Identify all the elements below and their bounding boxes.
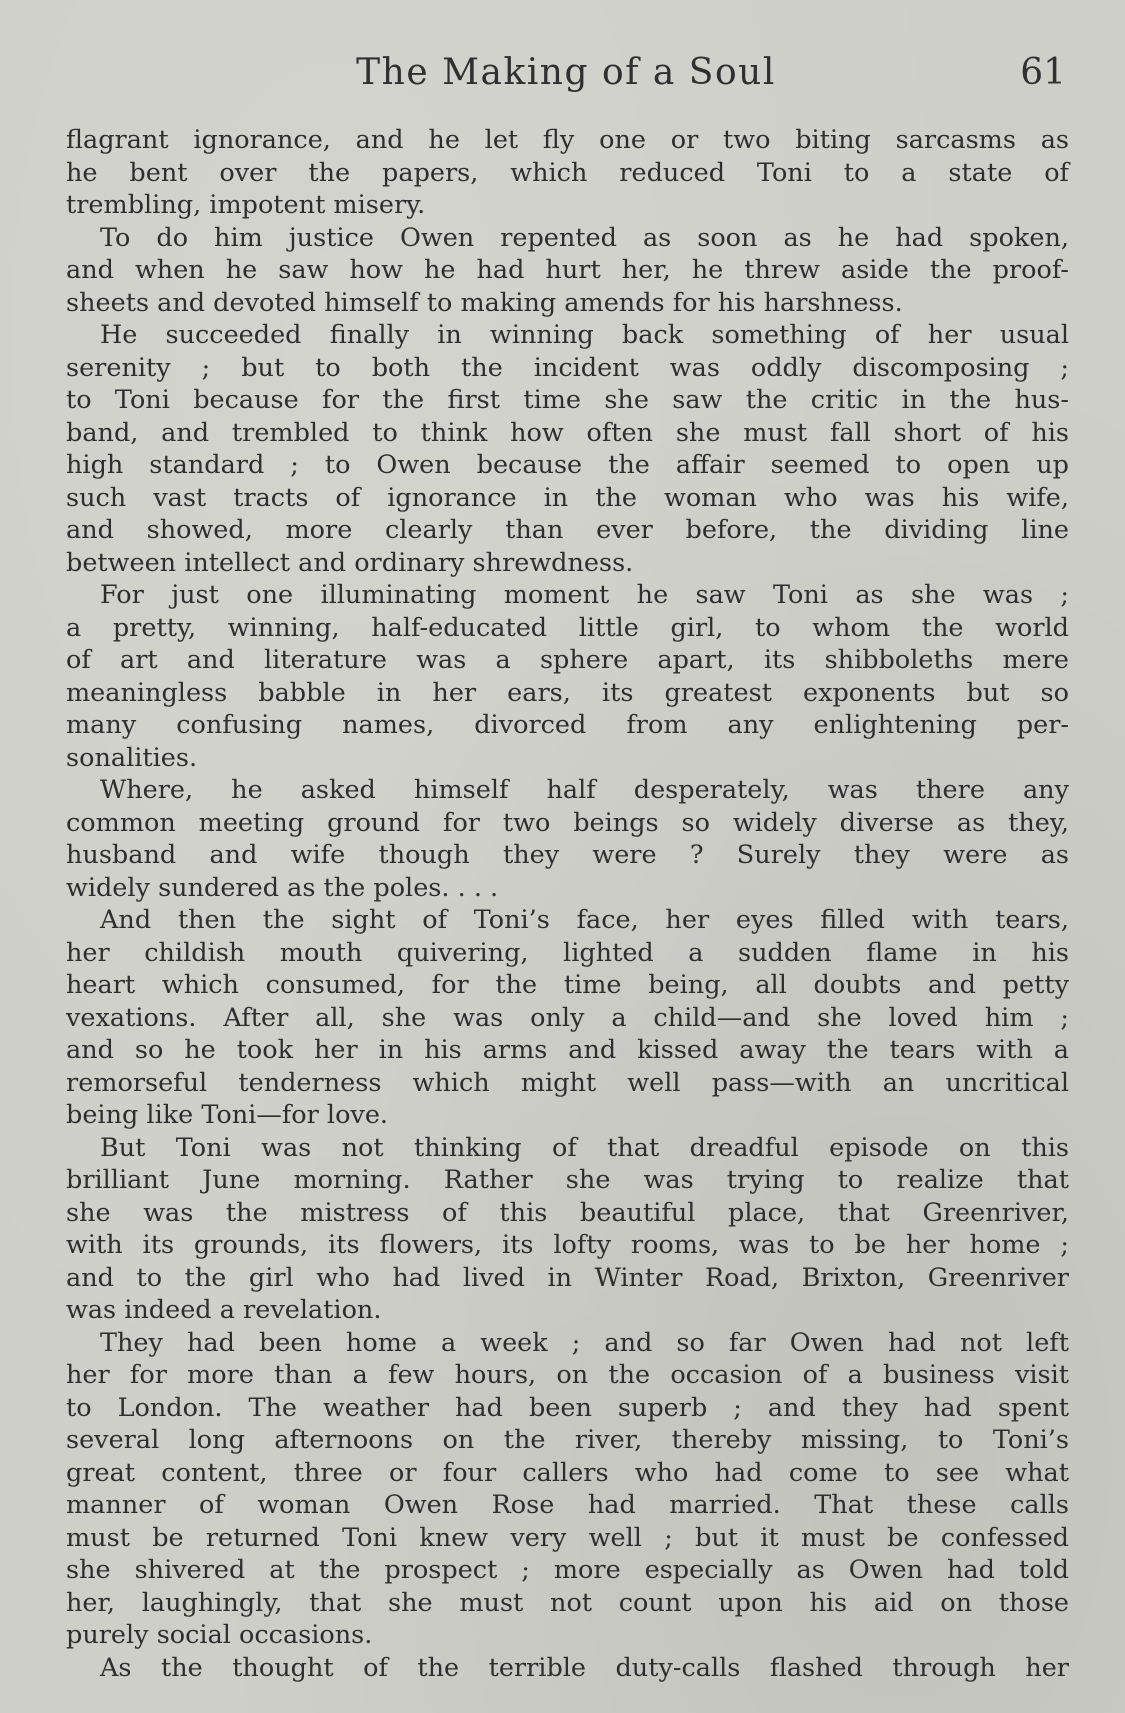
text-line: being like Toni—for love.	[66, 1100, 389, 1130]
text-line: For just one illuminating moment he saw Toni as she was ;	[100, 580, 1069, 610]
text-line: with its grounds, its flowers, its lofty rooms, was to be her home ;	[66, 1230, 1069, 1260]
text-line: And then the sight of Toni’s face, her eyes filled with tears,	[100, 905, 1069, 935]
text-line: many confusing names, divorced from any enlightening per-	[66, 710, 1069, 740]
text-line: trembling, impotent misery.	[66, 190, 426, 220]
text-line: and so he took her in his arms and kissed away the tears with a	[66, 1035, 1069, 1065]
text-line: Where, he asked himself half desperately, was there any	[100, 775, 1069, 805]
text-line: he bent over the papers, which reduced Toni to a state of	[66, 157, 1069, 188]
text-line: band, and trembled to think how often she must fall short of his	[66, 417, 1069, 448]
text-line: manner of woman Owen Rose had married. That these calls	[66, 1490, 1069, 1520]
text-line: she was the mistress of this beautiful place, that Greenriver,	[66, 1197, 1069, 1228]
text-line: common meeting ground for two beings so widely diverse as they,	[66, 807, 1069, 838]
running-header	[66, 52, 1066, 102]
text-line: meaningless babble in her ears, its greatest exponents but so	[66, 677, 1069, 708]
text-line: great content, three or four callers who had come to see what	[66, 1457, 1069, 1488]
text-line: was indeed a revelation.	[66, 1295, 382, 1325]
text-line: high standard ; to Owen because the affair seemed to open up	[66, 450, 1069, 480]
text-line: between intellect and ordinary shrewdness.	[66, 547, 634, 578]
text-line: serenity ; but to both the incident was oddly discomposing ;	[66, 352, 1069, 383]
text-line: flagrant ignorance, and he let fly one or two biting sarcasms as	[66, 125, 1069, 155]
text-line: heart which consumed, for the time being, all doubts and petty	[66, 970, 1069, 1000]
text-line: such vast tracts of ignorance in the woman who was his wife,	[66, 482, 1069, 513]
text-line: must be returned Toni knew very well ; but it must be confessed	[66, 1522, 1069, 1553]
text-line: to Toni because for the first time she saw the critic in the hus-	[66, 385, 1069, 415]
text-line: As the thought of the terrible duty-calls flashed through her	[100, 1652, 1069, 1683]
text-line: husband and wife though they were ? Surely they were as	[66, 840, 1069, 870]
text-line: brilliant June morning. Rather she was trying to realize that	[66, 1165, 1069, 1195]
text-line: remorseful tenderness which might well pass—with an uncritical	[66, 1067, 1069, 1098]
text-line: to London. The weather had been superb ; and they had spent	[66, 1392, 1069, 1423]
text-line: and showed, more clearly than ever before, the dividing line	[66, 515, 1069, 545]
text-line: she shivered at the prospect ; more especially as Owen had told	[66, 1555, 1069, 1585]
text-line: He succeeded finally in winning back something of her usual	[100, 320, 1069, 350]
text-line: To do him justice Owen repented as soon as he had spoken,	[100, 222, 1069, 253]
text-line: widely sundered as the poles. . . .	[66, 872, 499, 903]
text-line: vexations. After all, she was only a child—and she loved him ;	[66, 1002, 1069, 1033]
body-text	[66, 124, 1069, 1684]
text-line: her for more than a few hours, on the occasion of a business visit	[66, 1360, 1069, 1390]
text-line: sonalities.	[66, 742, 198, 773]
text-line: of art and literature was a sphere apart, its shibboleths mere	[66, 645, 1069, 675]
text-line: They had been home a week ; and so far Owen had not left	[100, 1327, 1069, 1358]
page-number: 61	[1020, 52, 1066, 93]
text-line: a pretty, winning, half-educated little girl, to whom the world	[66, 612, 1069, 643]
text-line: and to the girl who had lived in Winter Road, Brixton, Greenriver	[66, 1262, 1069, 1293]
text-line: and when he saw how he had hurt her, he threw aside the proof-	[66, 255, 1069, 285]
text-line: her, laughingly, that she must not count upon his aid on those	[66, 1587, 1069, 1618]
running-title: The Making of a Soul	[356, 52, 776, 93]
text-line: several long afternoons on the river, thereby missing, to Toni’s	[66, 1425, 1069, 1455]
text-line: purely social occasions.	[66, 1620, 373, 1650]
text-line: But Toni was not thinking of that dreadful episode on this	[100, 1132, 1069, 1163]
text-line: sheets and devoted himself to making amends for his harshness.	[66, 287, 903, 318]
text-line: her childish mouth quivering, lighted a sudden flame in his	[66, 937, 1069, 968]
